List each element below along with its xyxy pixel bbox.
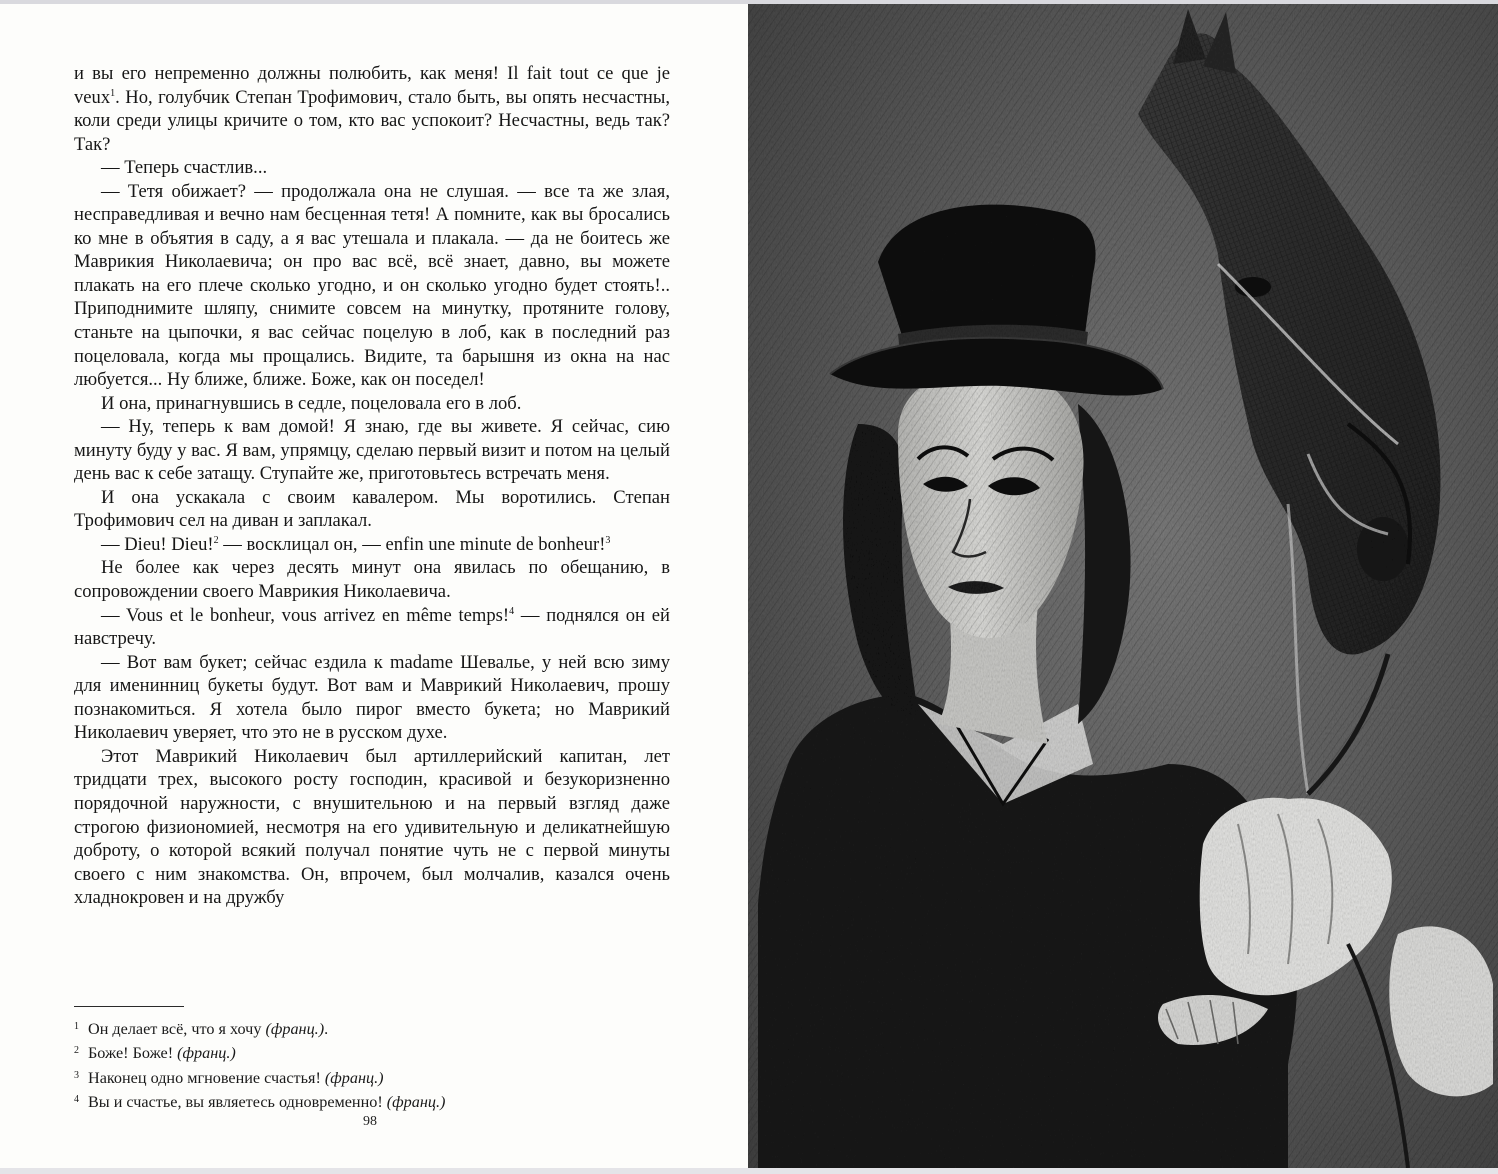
footnote-item <box>74 1065 670 1089</box>
footnote-mark: 1 <box>74 1021 79 1032</box>
text-paragraph <box>74 180 670 392</box>
text-run: . Но, голубчик Степан Трофимович, стало быть, вы опять несчастны, коли среди улицы кричите о том, кто вас успокоит? Несчастны, ведь так? Так? <box>74 86 670 155</box>
footnote-mark: 2 <box>74 1045 79 1057</box>
text-run: — Vous et le bonheur, vous arrivez en même temps! <box>101 604 510 626</box>
footnote-text: Наконец одно мгновение счастья! <box>88 1068 325 1087</box>
footnote-language-note: (франц.) <box>177 1044 236 1063</box>
text-run: — Dieu! Dieu! <box>101 533 214 555</box>
footnote-item <box>74 1089 670 1113</box>
footnote-language-note: (франц.) <box>265 1020 325 1038</box>
text-run: — поднялся он ей навстречу. <box>74 604 670 650</box>
footnote-mark: 4 <box>74 1094 79 1106</box>
footnote-reference[interactable]: 1 <box>110 87 116 99</box>
footnotes <box>74 1016 670 1114</box>
footnote-mark: 3 <box>74 1069 79 1081</box>
left-page <box>0 4 748 1168</box>
footnote-text: Боже! Боже! <box>88 1044 178 1063</box>
bottom-edge <box>0 1168 1498 1174</box>
text-run: И она, принагнувшись в седле, поцеловала его в лоб. <box>101 392 522 414</box>
text-run: — Вот вам букет; сейчас ездила к madame Шевалье, у ней всю зиму для именинниц букеты будут. Вот вам и Маврикий Николаевич, прошу познакомиться. Я хотела было пирог вместо букета; но Маврикий Николаевич уверяет, что это не в русском духе. <box>74 651 670 744</box>
text-run: — восклицал он, — enfin une minute de bonheur! <box>218 533 606 555</box>
text-paragraph <box>74 62 670 156</box>
text-run: — Теперь счастлив... <box>101 157 268 179</box>
text-paragraph <box>74 415 670 486</box>
text-paragraph <box>74 745 670 910</box>
footnote-item <box>74 1016 670 1040</box>
footnote-language-note: (франц.) <box>324 1068 384 1087</box>
text-run: И она ускакала с своим кавалером. Мы воротились. Степан Трофимович сел на диван и заплакал. <box>74 486 670 532</box>
footnote-reference[interactable]: 2 <box>213 534 219 546</box>
text-paragraph <box>74 651 670 745</box>
footnote-reference[interactable]: 4 <box>509 605 515 617</box>
text-paragraph <box>74 156 670 180</box>
text-paragraph <box>74 604 670 651</box>
text-run: и вы его непременно должны полюбить, как меня! Il fait tout ce que je veux <box>74 63 670 108</box>
page-number: 98 <box>363 1114 377 1129</box>
text-paragraph <box>74 556 670 603</box>
footnote-text: Вы и счастье, вы являетесь одновременно! <box>88 1093 387 1112</box>
text-run: Не более как через десять минут она явилась по обещанию, в сопровождении своего Маврикия Николаевича. <box>74 557 670 603</box>
text-paragraph <box>74 392 670 416</box>
text-run: — Тетя обижает? — продолжала она не слушая. — все та же злая, несправедливая и вечно нам бесценная тетя! А помните, как вы бросались ко мне в объятия в саду, а я вас утешала и плакала. — да не боитесь же Маврикия Николаевича; он про вас всё, всё знает, давно, вы можете плакать на его плече сколько угодно, и он сколько угодно будет стоять!.. Приподнимите шляпу, снимите совсем на минутку, протяните голову, станьте на цыпочки, я вас сейчас поцелую в лоб, как в последний раз поцеловала, когда мы прощались. Видите, та барышня из окна на нас любуется... Ну ближе, ближе. Боже, как он поседел! <box>74 180 670 391</box>
illustration-woman-with-horse <box>748 4 1498 1168</box>
footnote-separator <box>74 1006 184 1007</box>
text-run: Этот Маврикий Николаевич был артиллерийский капитан, лет тридцати трех, высокого росту господин, красивой и безукоризненно порядочной наружности, с внушительною и на первый взгляд даже строгою физиономией, несмотря на его удивительную и деликатнейшую доброту, о которой всякий получал понятие чуть не с первой минуты своего с ним знакомства. Он, впрочем, был молчалив, казался очень хладнокровен и на дружбу <box>74 745 670 909</box>
footnote-reference[interactable]: 3 <box>605 534 611 546</box>
footnote-tail: . <box>324 1020 329 1038</box>
text-paragraph <box>74 486 670 533</box>
text-run: — Ну, теперь к вам домой! Я знаю, где вы живете. Я сейчас, сию минуту буду у вас. Я вам, упрямцу, сделаю первый визит и потом на целый день вас к себе затащу. Ступайте же, приготовьтесь встречать меня. <box>74 416 670 485</box>
body-text <box>74 62 670 910</box>
text-paragraph <box>74 533 670 557</box>
right-page-illustration <box>748 4 1498 1168</box>
footnote-text: Он делает всё, что я хочу <box>88 1020 266 1038</box>
footnote-language-note: (франц.) <box>386 1093 446 1112</box>
footnote-item <box>74 1040 670 1064</box>
